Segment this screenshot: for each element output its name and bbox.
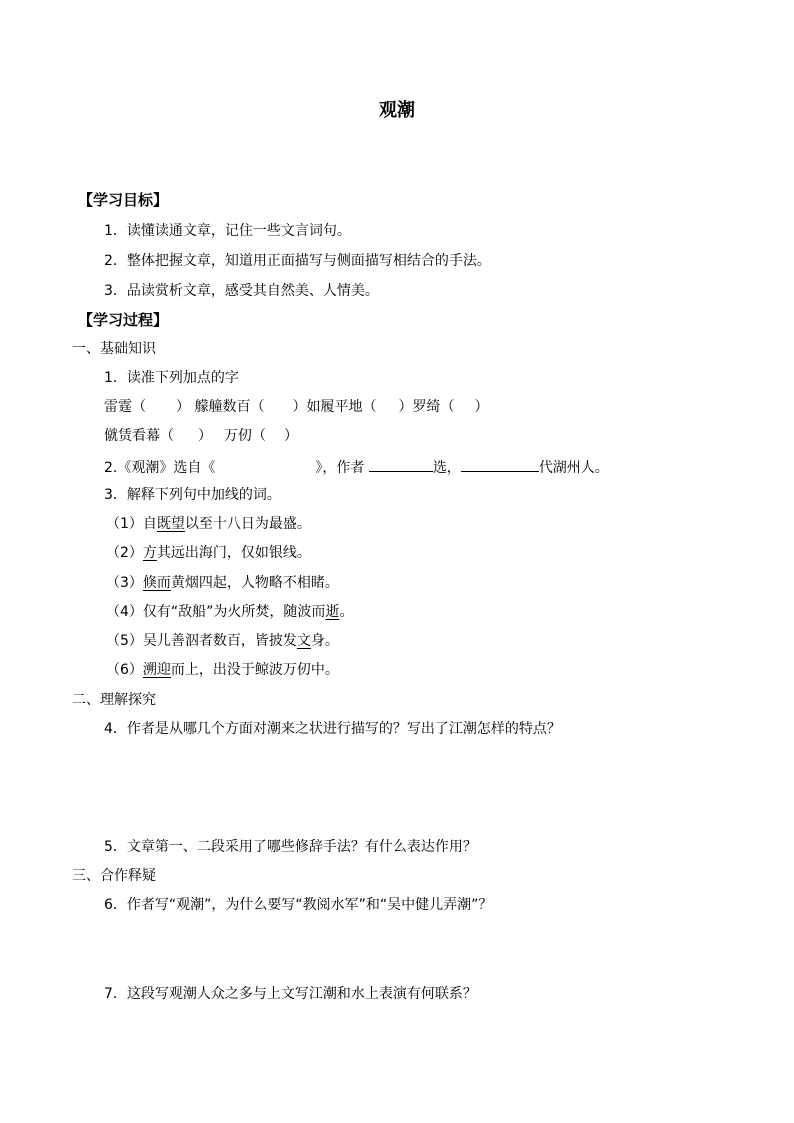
question-5: 5．文章第一、二段采用了哪些修辞手法？有什么表达作用？: [104, 839, 477, 855]
underlined-word: 逝: [325, 604, 340, 620]
pron-close: ）: [176, 399, 190, 415]
sentence-text: 。: [339, 604, 354, 620]
goal-item-3: 3．品读赏析文章，感受其自然美、人情美。: [104, 283, 379, 299]
sentence-text: 自: [142, 516, 157, 532]
q2-part-d: 代湖州人。: [538, 460, 609, 476]
process-heading: 【学习过程】: [78, 311, 169, 329]
sentence-text: 吴儿善泅者数百，皆披发: [142, 633, 297, 649]
underlined-word: 倏而: [142, 575, 171, 591]
question-7: 7．这段写观潮人众之多与上文写江潮和水上表演有何联系？: [104, 986, 477, 1002]
question-1: 1．读准下列加点的字: [104, 370, 239, 386]
sentence-6: [106, 660, 339, 680]
pron-word: 僦赁看幕（: [104, 428, 174, 444]
pron-close: ）: [198, 428, 212, 444]
sentence-4: [106, 602, 353, 622]
question-6: 6．作者写“观潮”，为什么要写“教阅水军”和“吴中健儿弄潮”？: [104, 897, 493, 913]
q2-part-a: 2.《观潮》选自《: [104, 460, 216, 476]
question-3: 3．解释下列句中加线的词。: [104, 487, 281, 503]
pron-close: ）: [474, 399, 489, 415]
sentence-number: （5）: [106, 633, 143, 649]
pron-close: ）: [292, 399, 307, 415]
pronunciation-row-2: [104, 426, 298, 446]
underlined-word: 方: [142, 545, 157, 561]
sentence-3: [106, 573, 339, 593]
pron-close: ）: [398, 399, 413, 415]
sentence-number: （6）: [106, 662, 143, 678]
goal-item-2: 2．整体把握文章，知道用正面描写与侧面描写相结合的手法。: [104, 253, 491, 269]
question-4: 4．作者是从哪几个方面对潮来之状进行描写的？写出了江潮怎样的特点？: [104, 721, 561, 737]
section-cooperation: 三、合作释疑: [72, 868, 156, 884]
sentence-text: 身。: [310, 633, 339, 649]
page-title: 观潮: [379, 100, 415, 121]
question-2: [104, 456, 609, 478]
sentence-text: 。: [296, 516, 311, 532]
pron-word: 如履平地（: [306, 399, 377, 415]
pronunciation-row-1: [104, 397, 488, 417]
underlined-word: 文: [296, 633, 311, 649]
sentence-text: 黄烟四起，人物略不相睹。: [170, 575, 339, 591]
sentence-number: （3）: [106, 575, 143, 591]
underlined-word: 盛: [282, 516, 297, 532]
dynasty-blank[interactable]: [461, 456, 539, 472]
sentence-2: [106, 543, 311, 563]
q2-part-c: 选，: [432, 460, 461, 476]
q2-part-b: 》，作者: [315, 460, 365, 476]
pron-word: 雷霆（: [104, 399, 146, 415]
goal-item-1: 1．读懂读通文章，记住一些文言词句。: [104, 223, 351, 239]
sentence-5: [106, 631, 339, 651]
underlined-word: 既望: [156, 516, 185, 532]
goals-heading: 【学习目标】: [78, 191, 169, 209]
pron-word: 罗绮（: [412, 399, 455, 415]
sentence-number: （1）: [106, 516, 143, 532]
sentence-number: （4）: [106, 604, 143, 620]
pron-word: 万仞（: [224, 428, 266, 444]
sentence-text: 而上，出没于鲸波万仞中。: [170, 662, 339, 678]
author-blank[interactable]: [369, 456, 433, 472]
sentence-1: [106, 514, 311, 534]
sentence-text: 其远出海门，仅如银线。: [156, 545, 311, 561]
section-basic-knowledge: 一、基础知识: [72, 341, 156, 357]
underlined-word: 溯迎: [142, 662, 171, 678]
section-understanding: 二、理解探究: [72, 692, 156, 708]
pron-close: ）: [284, 428, 298, 444]
sentence-text: 以至十八日为最: [184, 516, 283, 532]
sentence-number: （2）: [106, 545, 143, 561]
pron-word: 艨艟数百（: [194, 399, 265, 415]
sentence-text: 仅有“敌船”为火所焚，随波而: [142, 604, 326, 620]
